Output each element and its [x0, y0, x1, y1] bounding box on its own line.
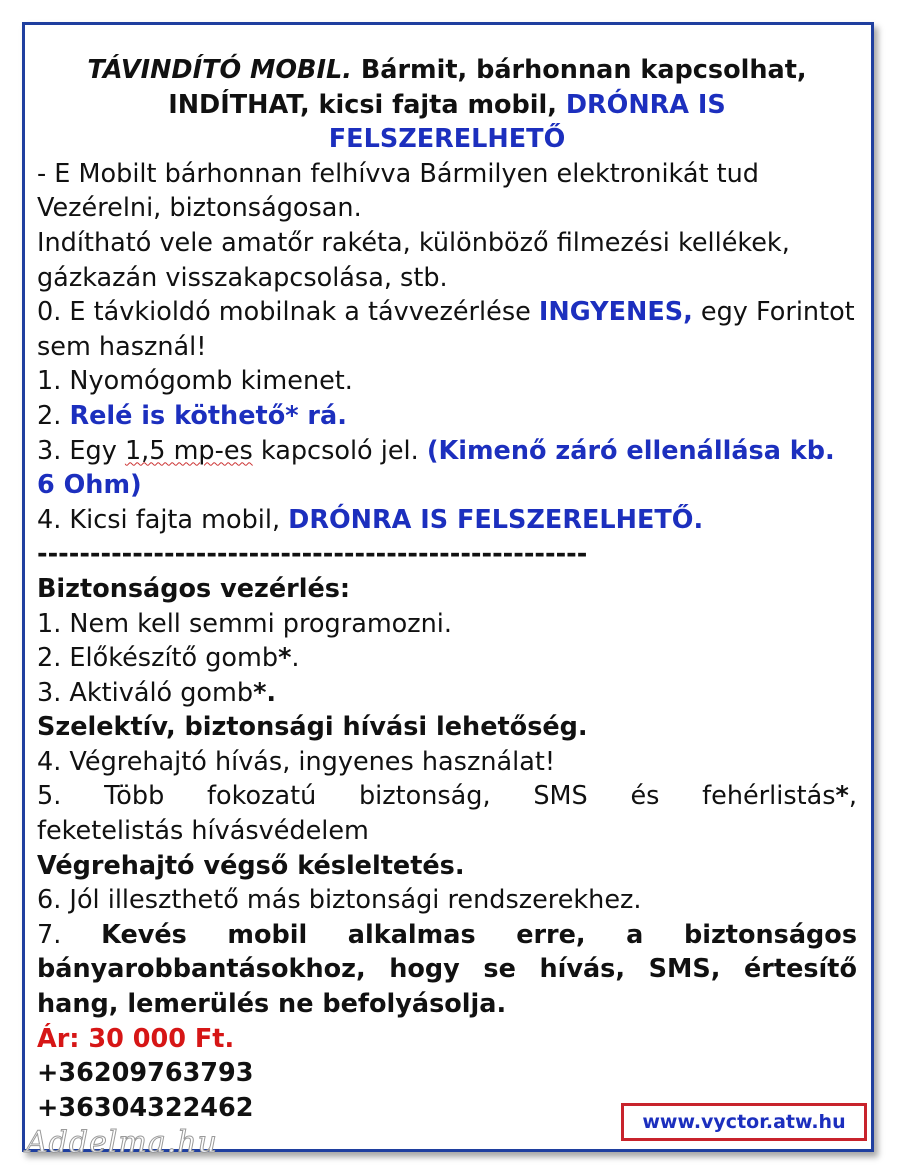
item-0-free: INGYENES,	[538, 297, 693, 328]
security-2-text: 2. Előkészítő gomb	[37, 643, 279, 674]
security-5-text: 5. Több fokozatú biztonság, SMS és fehérlistás	[37, 781, 836, 812]
security-7-num: 7.	[37, 919, 102, 950]
title-line2: INDÍTHAT, kicsi fajta mobil,	[168, 89, 566, 120]
website-link[interactable]	[621, 1103, 867, 1141]
security-3	[37, 676, 857, 711]
security-1: 1. Nem kell semmi programozni.	[37, 608, 452, 639]
security-5-comma: ,	[848, 781, 857, 812]
ad-title	[37, 53, 857, 157]
intro-p1: - E Mobilt bárhonnan felhívva Bármilyen elektronikát tud Vezérelni, biztonságosan.	[37, 158, 759, 224]
item-1: 1. Nyomógomb kimenet.	[37, 366, 353, 397]
item-3-resistance: (Kimenő záró ellenállása kb. 6 Ohm)	[37, 435, 835, 501]
security-6: 6. Jól illeszthető más biztonsági rendszerekhez.	[37, 885, 642, 916]
item-4-drone: DRÓNRA IS FELSZERELHETŐ.	[288, 504, 704, 535]
item-0-text: 0. E távkioldó mobilnak a távvezérlése	[37, 297, 539, 328]
security-sub1: Szelektív, biztonsági hívási lehetőség.	[37, 712, 588, 743]
item-3-text-b: kapcsoló jel.	[252, 435, 427, 466]
security-2-dot: .	[291, 643, 300, 674]
phone-1: +36209763793	[37, 1058, 254, 1089]
security-2	[37, 641, 857, 676]
title-blue-line3: FELSZERELHETŐ	[328, 124, 566, 155]
security-sub2: Végrehajtó végső késleltetés.	[37, 850, 465, 881]
security-7	[37, 918, 857, 1022]
title-product: TÁVINDÍTÓ MOBIL.	[87, 55, 352, 85]
item-2-relay: Relé is köthető* rá.	[69, 400, 347, 431]
item-0	[37, 295, 857, 364]
website-url[interactable]: www.vyctor.atw.hu	[642, 1111, 846, 1133]
advert-content	[37, 53, 857, 1125]
item-4	[37, 503, 857, 538]
security-5	[37, 779, 857, 814]
security-3-text: 3. Aktiváló gomb	[37, 677, 254, 708]
security-2-star: *	[278, 643, 292, 674]
item-0-text-b: egy Forintot sem használ!	[37, 297, 855, 362]
intro-p2: Indítható vele amatőr rakéta, különböző filmezési kellékek, gázkazán visszakapcsolása, stb.	[37, 227, 790, 293]
security-3-star: *.	[253, 677, 277, 708]
phone-2: +36304322462	[37, 1092, 254, 1123]
watermark-logo: Addelma.hu	[26, 1125, 218, 1160]
advert-card	[22, 22, 874, 1152]
item-2-num: 2.	[37, 400, 70, 431]
separator: ----------------------------------------------------	[37, 539, 588, 570]
security-5-cont: feketelistás hívásvédelem	[37, 816, 369, 847]
price: Ár: 30 000 Ft.	[37, 1023, 235, 1054]
item-3-duration: 1,5 mp-es	[124, 435, 253, 466]
item-3	[37, 434, 857, 503]
title-blue-line2: DRÓNRA IS	[565, 89, 726, 120]
item-4-text: 4. Kicsi fajta mobil,	[37, 504, 289, 535]
security-4: 4. Végrehajtó hívás, ingyenes használat!	[37, 746, 556, 777]
security-heading: Biztonságos vezérlés:	[37, 573, 351, 604]
item-3-text: 3. Egy	[37, 435, 125, 466]
security-7-text: Kevés mobil alkalmas erre, a biztonságos bányarobbantásokhoz, hogy se hívás, SMS, értesítő hang, lemerülés ne befolyásolja.	[37, 919, 857, 1020]
title-rest1: Bármit, bárhonnan kapcsolhat,	[351, 55, 807, 85]
item-2	[37, 399, 857, 434]
security-5-star: *	[835, 781, 849, 812]
